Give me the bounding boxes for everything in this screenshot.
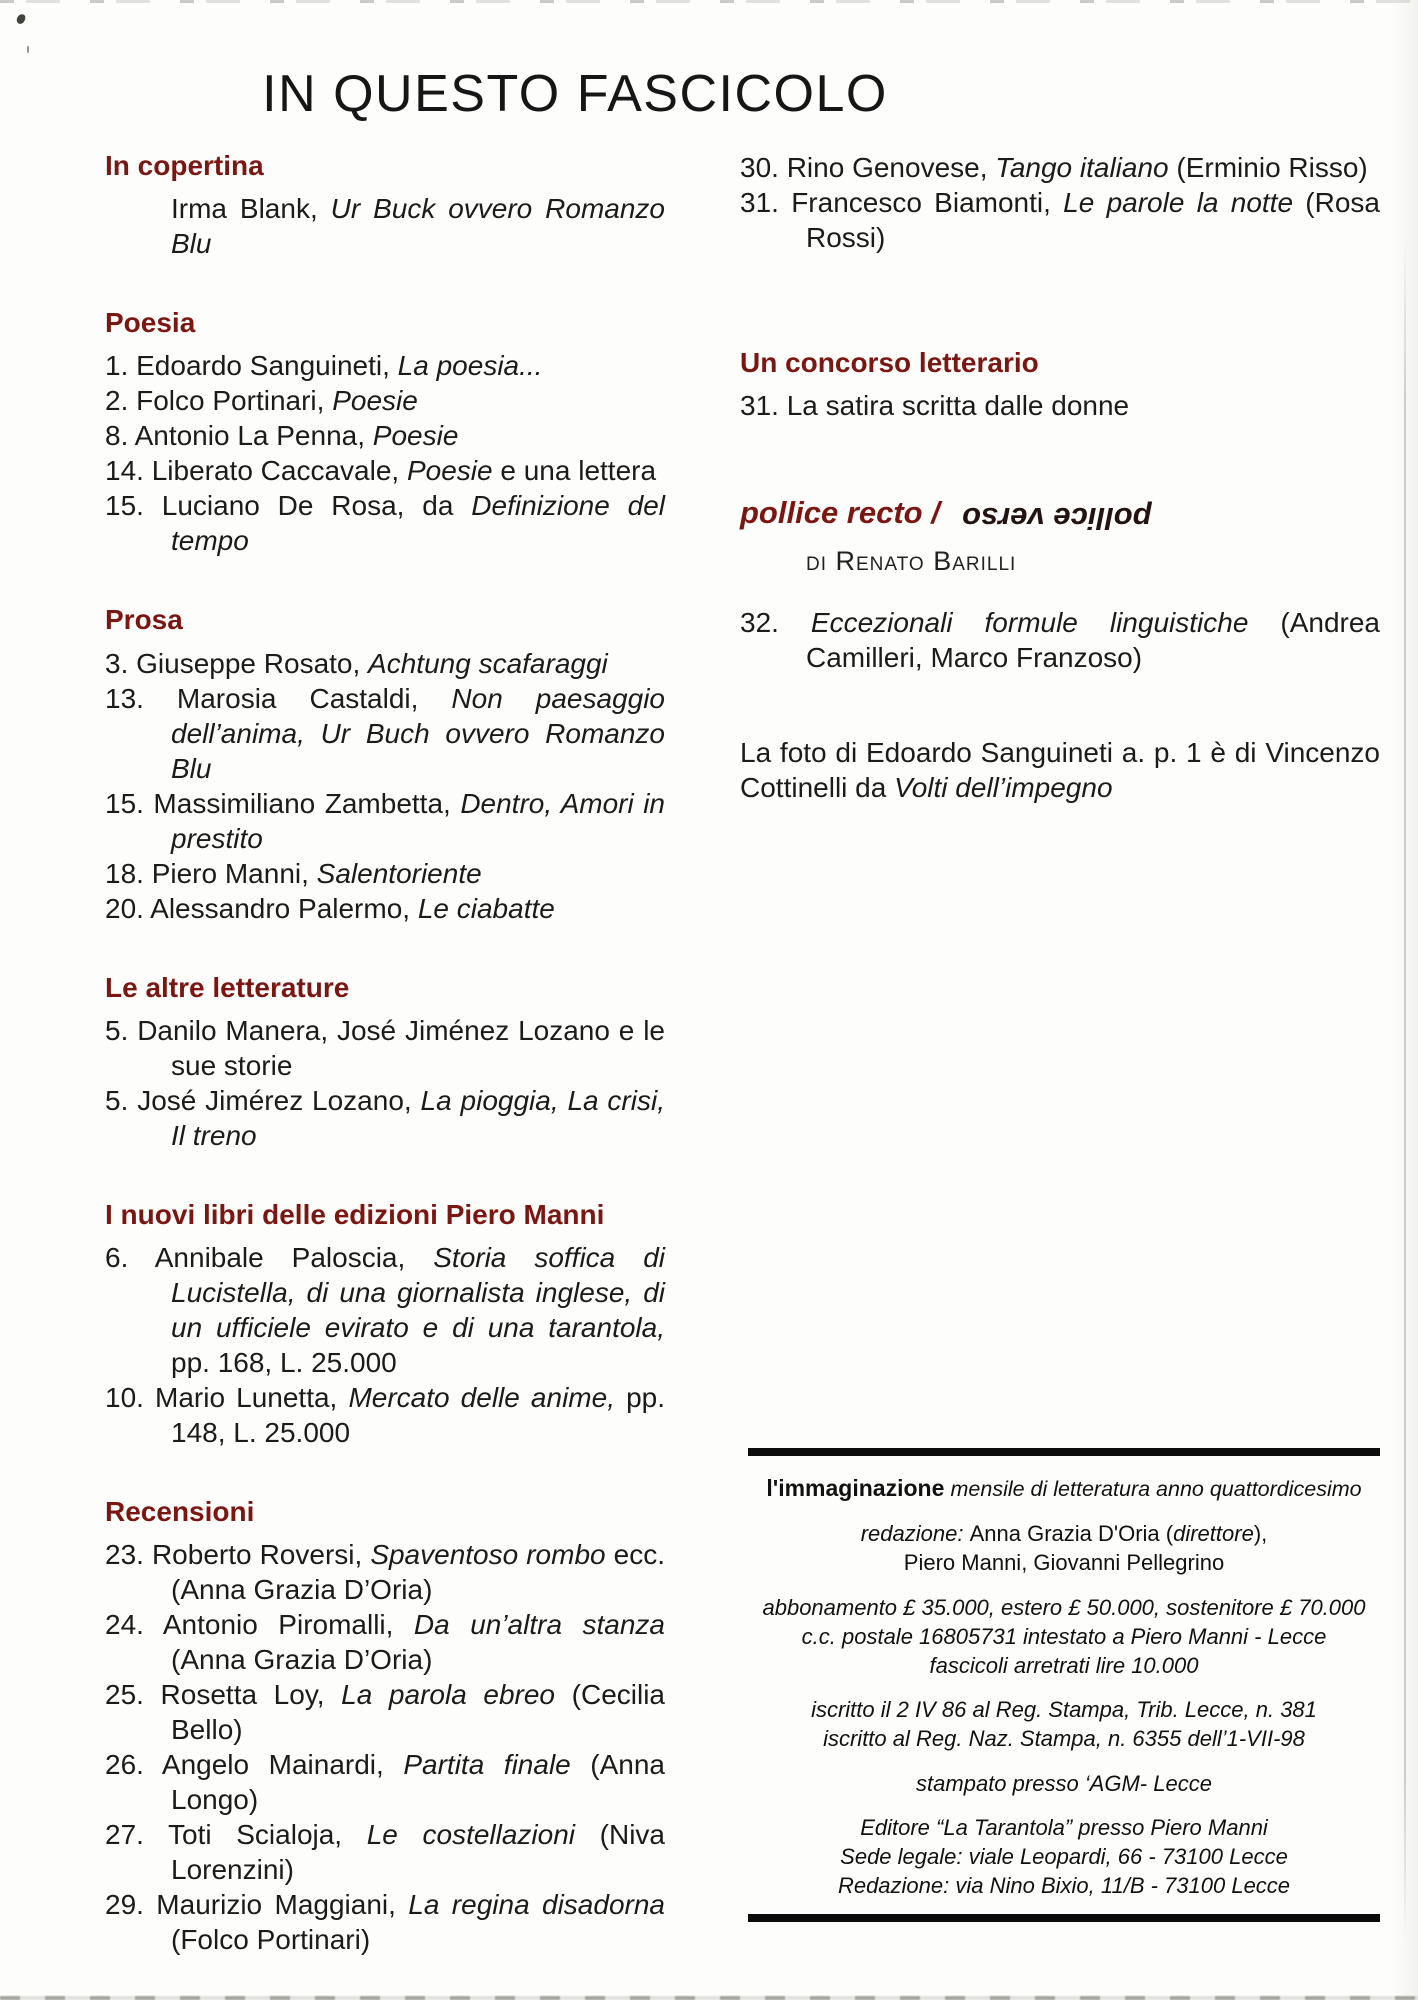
text-segment: 1. Edoardo Sanguineti,	[105, 350, 398, 382]
colophon-line	[754, 1871, 1374, 1900]
italic-title-segment: fascicoli arretrati lire 10.000	[929, 1652, 1199, 1678]
italic-title-segment: Le ciabatte	[417, 892, 555, 924]
toc-item	[105, 1013, 665, 1083]
toc-section-prosa	[105, 604, 665, 925]
text-segment: l'immaginazione	[766, 1475, 945, 1501]
text-segment: e una lettera	[492, 455, 657, 487]
text-segment: 2. Folco Portinari,	[105, 385, 333, 417]
text-segment: ),	[1253, 1521, 1268, 1547]
toc-section-i-nuovi-libri-delle-edizioni-piero-manni	[105, 1199, 665, 1450]
toc-section-poesia	[105, 307, 665, 558]
toc-item	[105, 418, 665, 453]
right-column	[740, 150, 1380, 805]
toc-section-un-concorso-letterario	[740, 347, 1380, 423]
section-heading: In copertina	[105, 150, 264, 181]
text-segment: Piero Manni, Giovanni Pellegrino	[903, 1550, 1225, 1576]
section-heading: Poesia	[105, 307, 196, 339]
italic-title-segment: iscritto il 2 IV 86 al Reg. Stampa, Trib. Lecce, n. 381	[811, 1697, 1317, 1723]
toc-item	[105, 191, 665, 261]
colophon-group-3	[754, 1593, 1374, 1680]
italic-title-segment: Dentro, Amori in prestito	[171, 787, 666, 854]
text-segment: 31. La satira scritta dalle donne	[740, 390, 1130, 422]
colophon-line	[754, 1724, 1374, 1753]
section-heading: I nuovi libri delle edizioni Piero Manni	[105, 1198, 605, 1230]
text-segment: La foto di Edoardo Sanguineti a. p. 1 è di Vincenzo Cottinelli da	[740, 737, 1380, 804]
colophon-line	[754, 1474, 1374, 1504]
colophon-box	[748, 1448, 1380, 1922]
scan-speck	[27, 46, 29, 53]
toc-item	[740, 388, 1380, 423]
section-heading: Recensioni	[105, 1495, 255, 1527]
italic-title-segment: c.c. postale 16805731 intestato a Piero Manni - Lecce	[801, 1623, 1327, 1649]
right-sections	[740, 150, 1380, 675]
photo-credit-note	[740, 735, 1380, 805]
section-heading: Le altre letterature	[105, 971, 350, 1003]
text-segment: 14. Liberato Caccavale,	[105, 455, 407, 487]
toc-item	[105, 1083, 665, 1153]
text-segment: 31. Francesco Biamonti,	[740, 187, 1064, 218]
italic-title-segment: Le parole la notte	[1063, 187, 1294, 218]
text-segment: 15. Massimiliano Zambetta,	[105, 787, 461, 819]
text-segment: 13. Marosia Castaldi,	[105, 682, 452, 714]
italic-title-segment: Achtung scafaraggi	[368, 647, 608, 679]
toc-item	[105, 383, 665, 418]
section-heading: Un concorso letterario	[740, 347, 1039, 378]
italic-title-segment: Sede legale: viale Leopardi, 66 - 73100 Lecce	[840, 1843, 1288, 1869]
text-segment: 30. Rino Genovese,	[740, 152, 996, 183]
italic-title-segment: direttore	[1173, 1521, 1254, 1547]
toc-item	[105, 488, 665, 558]
toc-item	[105, 1380, 665, 1450]
italic-title-segment: Redazione: via Nino Bixio, 11/B - 73100 Lecce	[837, 1872, 1291, 1898]
italic-title-segment: Non paesaggio dell’anima, Ur Buch ovvero Romanzo Blu	[171, 682, 665, 784]
italic-title-segment: Poesie	[332, 385, 418, 417]
text-segment: Anna Grazia D'Oria (	[969, 1521, 1174, 1547]
text-segment: 18. Piero Manni,	[105, 857, 317, 889]
colophon-line	[754, 1519, 1374, 1548]
italic-title-segment: La parola ebreo	[341, 1679, 556, 1711]
text-segment: 25. Rosetta Loy,	[105, 1679, 342, 1711]
text-segment: Irma Blank,	[171, 193, 331, 225]
toc-item	[105, 891, 665, 926]
italic-title-segment: redazione:	[860, 1521, 970, 1547]
toc-item	[740, 605, 1380, 675]
text-segment: 32.	[740, 607, 811, 639]
toc-section-pollice	[740, 495, 1380, 675]
text-segment: 8. Antonio La Penna,	[105, 420, 373, 452]
text-segment: (Erminio Risso)	[1168, 152, 1368, 183]
toc-item	[105, 1817, 665, 1887]
byline-author: di Renato Barilli	[806, 546, 1017, 577]
scan-speck	[16, 13, 27, 25]
colophon-group-4	[754, 1695, 1374, 1753]
colophon-group-2	[754, 1519, 1374, 1577]
italic-title-segment: La regina disadorna	[408, 1889, 665, 1921]
pollice-recto-verso-heading	[740, 495, 1380, 537]
italic-title-segment: Definizione del tempo	[171, 490, 666, 557]
toc-item	[740, 185, 1380, 255]
scan-edge-bottom	[0, 1996, 1418, 2000]
colophon-line	[754, 1593, 1374, 1622]
text-segment: 24. Antonio Piromalli,	[105, 1609, 414, 1641]
text-segment: 5. José Jimérez Lozano,	[105, 1084, 421, 1116]
text-segment: 26. Angelo Mainardi,	[105, 1749, 404, 1781]
italic-title-segment: La pioggia, La crisi, Il treno	[171, 1084, 665, 1151]
section-heading: Prosa	[105, 604, 183, 636]
text-segment: 10. Mario Lunetta,	[105, 1381, 349, 1413]
italic-title-segment: Volti dell’impegno	[894, 772, 1113, 804]
italic-title-segment: abbonamento £ 35.000, estero £ 50.000, sostenitore £ 70.000	[762, 1594, 1366, 1620]
text-segment: 29. Maurizio Maggiani,	[105, 1889, 409, 1921]
toc-item	[105, 348, 665, 383]
text-segment: (Folco Portinari)	[171, 1924, 371, 1956]
toc-item	[105, 1240, 665, 1380]
text-segment: 5. Danilo Manera, José Jiménez Lozano e le sue storie	[105, 1014, 665, 1081]
italic-title-segment: Eccezionali formule linguistiche	[810, 607, 1249, 639]
italic-title-segment: stampato presso ‘AGM- Lecce	[916, 1770, 1212, 1796]
text-segment: (Rosa Rossi)	[806, 187, 1380, 253]
text-segment: (Anna Longo)	[171, 1749, 666, 1816]
italic-title-segment: Salentoriente	[316, 857, 482, 889]
text-segment: 20. Alessandro Palermo,	[105, 892, 418, 924]
toc-section-in-copertina	[105, 150, 665, 261]
toc-section-continuation	[740, 150, 1380, 255]
text-segment: 27. Toti Scialoja,	[105, 1819, 367, 1851]
left-column	[105, 150, 665, 1957]
colophon-line	[754, 1769, 1374, 1798]
colophon-line	[754, 1651, 1374, 1680]
italic-title-segment: Editore “La Tarantola” presso Piero Manni	[860, 1814, 1268, 1840]
italic-title-segment: Poesie	[372, 420, 459, 452]
text-segment: (Andrea Camilleri, Marco Franzoso)	[806, 607, 1380, 674]
toc-item	[105, 786, 665, 856]
flipped-text-segment: pollice verso	[962, 501, 1152, 537]
toc-item	[105, 681, 665, 786]
toc-item	[105, 1677, 665, 1747]
left-sections	[105, 150, 665, 1957]
italic-title-segment: Storia soffica di Lucistella, di una giornalista inglese, di un ufficiele evirato e di una tarantola,	[171, 1241, 665, 1343]
toc-item	[740, 150, 1380, 185]
colophon-line	[754, 1842, 1374, 1871]
colophon-line	[754, 1548, 1374, 1577]
toc-item	[105, 856, 665, 891]
text-segment: pp. 168, L. 25.000	[171, 1346, 397, 1378]
colophon-line	[754, 1813, 1374, 1842]
text-segment: (Cecilia Bello)	[171, 1679, 665, 1746]
text-segment: (Anna Grazia D’Oria)	[171, 1644, 433, 1676]
toc-item	[105, 1887, 665, 1957]
colophon-line	[754, 1695, 1374, 1724]
text-segment: 23. Roberto Roversi,	[105, 1539, 371, 1571]
italic-title-segment: Spaventoso rombo	[370, 1539, 606, 1571]
italic-title-segment: Da un’altra stanza	[413, 1609, 666, 1641]
colophon-group-6	[754, 1813, 1374, 1900]
italic-title-segment: iscritto al Reg. Naz. Stampa, n. 6355 dell’1-VII-98	[823, 1726, 1305, 1752]
toc-section-recensioni	[105, 1496, 665, 1957]
scan-edge-line	[1404, 240, 1406, 1940]
colophon-group-5	[754, 1769, 1374, 1798]
toc-item	[105, 646, 665, 681]
italic-title-segment: Tango italiano	[995, 152, 1169, 183]
photo-credit-note-wrap	[740, 735, 1380, 805]
text-segment: 6. Annibale Paloscia,	[105, 1241, 434, 1273]
toc-item	[105, 1747, 665, 1817]
italic-title-segment: Poesie	[406, 455, 493, 487]
italic-title-segment: Partita finale	[403, 1749, 571, 1781]
italic-title-segment: pollice recto /	[740, 495, 949, 531]
toc-item	[105, 1607, 665, 1677]
italic-title-segment: La poesia...	[397, 350, 543, 382]
colophon-line	[754, 1622, 1374, 1651]
text-segment: 15. Luciano De Rosa, da	[105, 490, 472, 522]
toc-section-le-altre-letterature	[105, 972, 665, 1153]
italic-title-segment: Mercato delle anime,	[348, 1381, 615, 1413]
text-segment: 3. Giuseppe Rosato,	[105, 647, 369, 679]
text-segment: (Niva Lorenzini)	[171, 1819, 665, 1886]
italic-title-segment: mensile di letteratura anno quattordicesimo	[950, 1477, 1362, 1501]
colophon-groups	[754, 1474, 1374, 1900]
italic-title-segment: Le costellazioni	[366, 1819, 576, 1851]
colophon-group-1	[754, 1474, 1374, 1504]
toc-item	[105, 453, 665, 488]
italic-title-segment: Ur Buck ovvero Romanzo Blu	[171, 193, 665, 260]
toc-item	[105, 1537, 665, 1607]
text-segment: ecc. (Anna Grazia D’Oria)	[171, 1539, 665, 1606]
text-segment: pp. 148, L. 25.000	[171, 1381, 666, 1448]
page-title: IN QUESTO FASCICOLO	[262, 65, 888, 123]
scan-edge-top	[0, 0, 1418, 3]
